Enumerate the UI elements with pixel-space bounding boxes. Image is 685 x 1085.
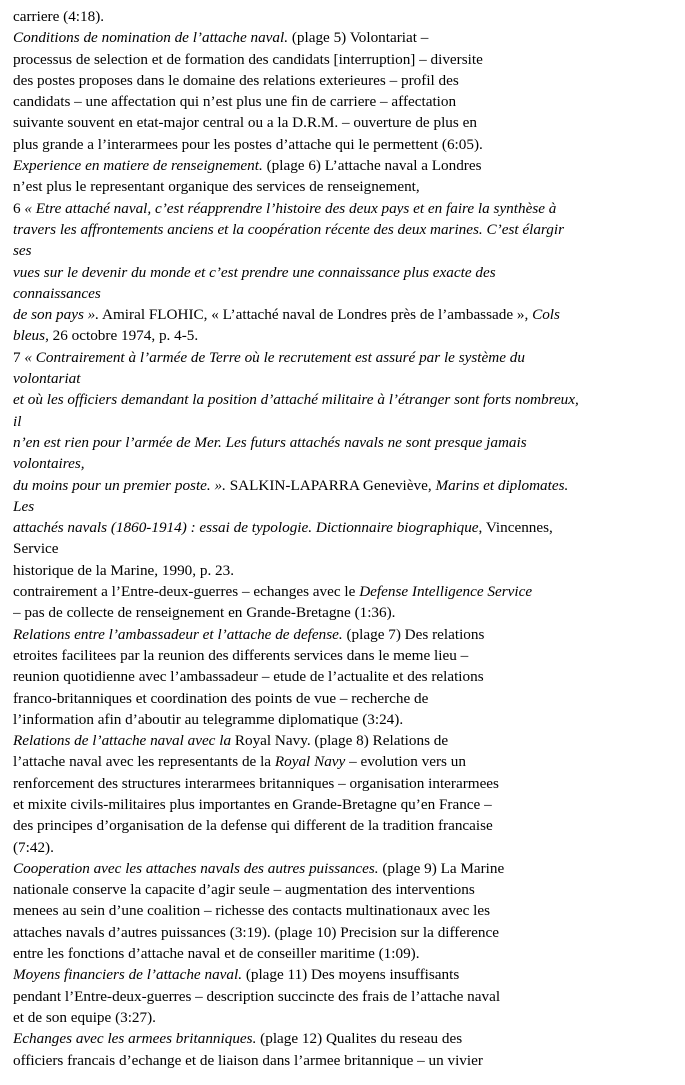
text-line — [13, 283, 685, 304]
text-line — [13, 922, 685, 943]
text-line — [13, 368, 685, 389]
italic-text-run: n’en est rien pour l’armée de Mer. Les futurs attachés navals ne sont presque jamais — [13, 433, 527, 451]
text-line — [13, 432, 685, 453]
italic-text-run: bleus — [13, 327, 46, 345]
italic-text-run: Relations entre l’ambassadeur et l’attache de defense. — [13, 625, 343, 643]
text-run: (plage 8) Relations de — [310, 732, 449, 750]
text-run: 6 — [13, 199, 25, 217]
italic-text-run: Marins et diplomates. — [435, 476, 569, 494]
italic-text-run: Experience en matiere de renseignement. — [13, 157, 263, 175]
text-line — [13, 176, 685, 197]
text-line — [13, 6, 685, 27]
text-run: Amiral FLOHIC, « L’attaché naval de Londres près de l’ambassade », — [99, 306, 533, 324]
text-line — [13, 240, 685, 261]
text-run: 7 — [13, 348, 25, 366]
text-line — [13, 134, 685, 155]
text-run: – pas de collecte de renseignement en Grande-Bretagne (1:36). — [13, 604, 396, 622]
text-run: Royal Navy. — [234, 732, 311, 750]
text-run: l’attache naval avec les representants de la — [13, 753, 275, 771]
text-run: franco-britanniques et coordination des points de vue – recherche de — [13, 689, 429, 707]
text-line — [13, 602, 685, 623]
italic-text-run: connaissances — [13, 284, 101, 302]
italic-text-run: Conditions de nomination de l’attache naval. — [13, 29, 289, 47]
text-run: des principes d’organisation de la defense qui different de la tradition francaise — [13, 817, 493, 835]
text-line — [13, 964, 685, 985]
italic-text-run: attachés navals (1860-1914) : essai de typologie. Dictionnaire biographique — [13, 519, 479, 537]
italic-text-run: Cooperation avec les attaches navals des autres puissances. — [13, 859, 379, 877]
text-line — [13, 709, 685, 730]
text-line — [13, 325, 685, 346]
text-run: renforcement des structures interarmees britanniques – organisation interarmees — [13, 774, 499, 792]
text-run: historique de la Marine, 1990, p. 23. — [13, 561, 235, 579]
text-run: (plage 11) Des moyens insuffisants — [242, 966, 460, 984]
text-run: candidats – une affectation qui n’est plus une fin de carriere – affectation — [13, 93, 457, 111]
text-run: , 26 octobre 1974, p. 4-5. — [45, 327, 199, 345]
text-line — [13, 411, 685, 432]
text-line — [13, 517, 685, 538]
text-run: l’information afin d’aboutir au telegramme diplomatique (3:24). — [13, 710, 404, 728]
text-run: etroites facilitees par la reunion des differents services dans le meme lieu – — [13, 646, 469, 664]
italic-text-run: il — [13, 412, 22, 430]
italic-text-run: ses — [13, 242, 32, 260]
italic-text-run: Cols — [532, 306, 560, 324]
document-page — [13, 6, 685, 1071]
text-run: – evolution vers un — [345, 753, 466, 771]
text-line — [13, 453, 685, 474]
italic-text-run: du moins pour un premier poste. ». — [13, 476, 226, 494]
text-line — [13, 837, 685, 858]
text-line — [13, 645, 685, 666]
text-run: et mixite civils-militaires plus importantes en Grande-Bretagne qu’en France – — [13, 795, 492, 813]
text-line — [13, 751, 685, 772]
italic-text-run: de son pays ». — [13, 306, 100, 324]
text-line — [13, 1050, 685, 1071]
italic-text-run: volontariat — [13, 370, 81, 388]
text-line — [13, 730, 685, 751]
text-run: et de son equipe (3:27). — [13, 1008, 156, 1026]
italic-text-run: et où les officiers demandant la position d’attaché militaire à l’étranger sont forts nombreux, — [13, 391, 579, 409]
text-line — [13, 538, 685, 559]
text-line — [13, 581, 685, 602]
text-run: (7:42). — [13, 838, 54, 856]
text-line — [13, 1007, 685, 1028]
text-run: suivante souvent en etat-major central ou a la D.R.M. – ouverture de plus en — [13, 114, 477, 132]
text-line — [13, 858, 685, 879]
text-run: des postes proposes dans le domaine des relations exterieures – profil des — [13, 71, 459, 89]
text-run: (plage 12) Qualites du reseau des — [256, 1030, 463, 1048]
text-line — [13, 986, 685, 1007]
text-line — [13, 262, 685, 283]
text-run: reunion quotidienne avec l’ambassadeur – etude de l’actualite et des relations — [13, 668, 484, 686]
italic-text-run: « Etre attaché naval, c’est réapprendre l’histoire des deux pays et en faire la synthèse à — [24, 199, 557, 217]
text-run: (plage 5) Volontariat – — [288, 29, 429, 47]
text-run: Service — [13, 540, 59, 558]
text-run: (plage 7) Des relations — [342, 625, 485, 643]
text-line — [13, 219, 685, 240]
text-run: (plage 9) La Marine — [378, 859, 505, 877]
text-run: n’est plus le representant organique des services de renseignement, — [13, 178, 420, 196]
text-line — [13, 496, 685, 517]
text-line — [13, 1028, 685, 1049]
text-line — [13, 475, 685, 496]
text-line — [13, 198, 685, 219]
text-run: plus grande a l’interarmees pour les postes d’attache qui le permettent (6:05). — [13, 135, 483, 153]
text-run: menees au sein d’une coalition – richesse des contacts multinationaux avec les — [13, 902, 490, 920]
italic-text-run: Les — [13, 497, 35, 515]
text-line — [13, 879, 685, 900]
text-line — [13, 49, 685, 70]
italic-text-run: Defense Intelligence Service — [359, 583, 533, 601]
italic-text-run: Relations de l’attache naval avec la — [13, 732, 235, 750]
text-line — [13, 70, 685, 91]
text-line — [13, 688, 685, 709]
text-line — [13, 666, 685, 687]
italic-text-run: travers les affrontements anciens et la coopération récente des deux marines. C’est élargir — [13, 220, 564, 238]
text-line — [13, 624, 685, 645]
text-run: nationale conserve la capacite d’agir seule – augmentation des interventions — [13, 881, 475, 899]
text-line — [13, 794, 685, 815]
text-line — [13, 155, 685, 176]
text-line — [13, 560, 685, 581]
italic-text-run: vues sur le devenir du monde et c’est prendre une connaissance plus exacte des — [13, 263, 496, 281]
italic-text-run: Echanges avec les armees britanniques. — [13, 1030, 257, 1048]
text-run: attaches navals d’autres puissances (3:19). (plage 10) Precision sur la difference — [13, 923, 499, 941]
text-run: , Vincennes, — [478, 519, 553, 537]
text-line — [13, 347, 685, 368]
text-line — [13, 943, 685, 964]
italic-text-run: « Contrairement à l’armée de Terre où le recrutement est assuré par le système du — [24, 348, 525, 366]
text-run: pendant l’Entre-deux-guerres – description succincte des frais de l’attache naval — [13, 987, 501, 1005]
text-line — [13, 112, 685, 133]
text-run: contrairement a l’Entre-deux-guerres – echanges avec le — [13, 583, 360, 601]
text-run: processus de selection et de formation des candidats [interruption] – diversite — [13, 50, 483, 68]
text-run: SALKIN-LAPARRA Geneviève, — [225, 476, 436, 494]
italic-text-run: Royal Navy — [274, 753, 346, 771]
text-run: carriere (4:18). — [13, 8, 105, 25]
text-line — [13, 773, 685, 794]
text-run: entre les fonctions d’attache naval et de conseiller maritime (1:09). — [13, 945, 420, 963]
text-line — [13, 304, 685, 325]
text-run: (plage 6) L’attache naval a Londres — [262, 157, 482, 175]
text-line — [13, 900, 685, 921]
text-line — [13, 815, 685, 836]
text-run: officiers francais d’echange et de liaison dans l’armee britannique – un vivier — [13, 1051, 483, 1069]
italic-text-run: Moyens financiers de l’attache naval. — [13, 966, 243, 984]
text-line — [13, 91, 685, 112]
text-line — [13, 27, 685, 48]
italic-text-run: volontaires, — [13, 455, 85, 473]
text-line — [13, 389, 685, 410]
